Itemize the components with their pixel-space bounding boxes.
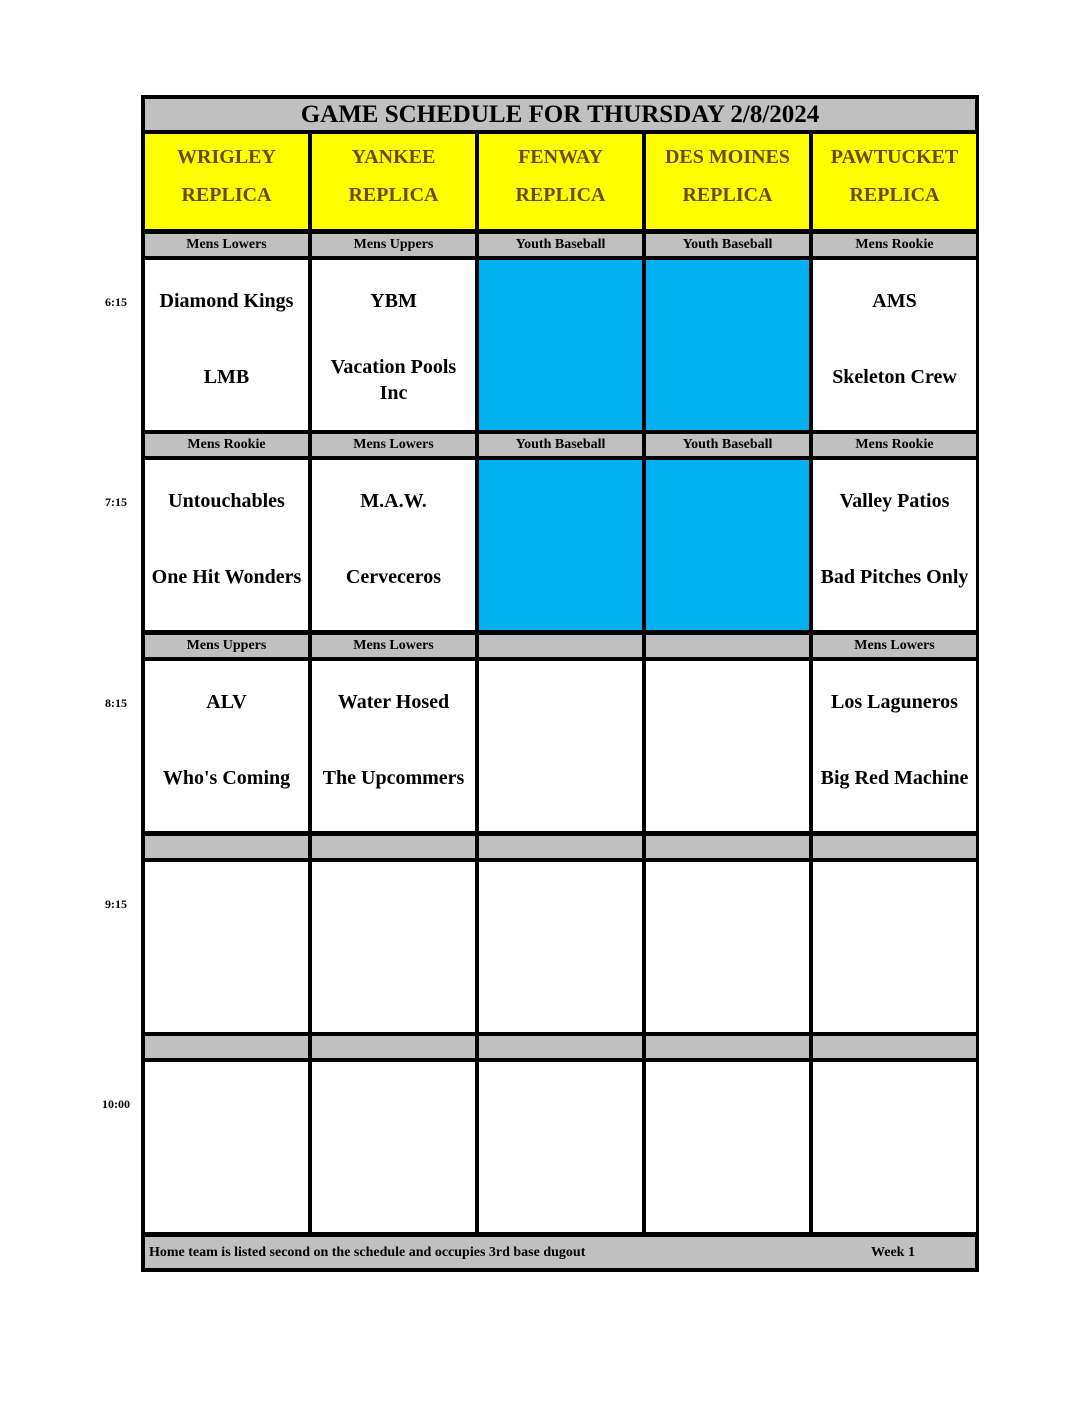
league-label: Mens Uppers xyxy=(312,234,475,256)
away-team: AMS xyxy=(872,290,917,312)
away-team: Diamond Kings xyxy=(159,290,294,312)
league-label: Mens Lowers xyxy=(312,635,475,657)
league-label: Youth Baseball xyxy=(646,434,809,456)
league-label xyxy=(479,836,642,858)
game-cell xyxy=(479,460,642,630)
game-cell xyxy=(145,260,308,430)
league-label xyxy=(813,836,976,858)
game-cell xyxy=(145,661,308,831)
field-suffix: REPLICA xyxy=(849,184,940,206)
home-team: Vacation Pools Inc xyxy=(330,356,457,404)
game-cell xyxy=(479,661,642,831)
game-cell xyxy=(813,661,976,831)
time-label: 8:15 xyxy=(105,696,127,710)
home-team: Big Red Machine xyxy=(820,767,969,789)
field-header-yankee xyxy=(312,134,475,229)
field-header-fenway xyxy=(479,134,642,229)
time-label: 9:15 xyxy=(105,897,127,911)
field-name: YANKEE xyxy=(351,146,436,168)
game-cell xyxy=(813,460,976,630)
game-cell xyxy=(312,460,475,630)
away-team: YBM xyxy=(370,290,417,312)
field-header-des-moines xyxy=(646,134,809,229)
league-label: Mens Lowers xyxy=(813,635,976,657)
home-team: Who's Coming xyxy=(162,767,291,789)
game-cell xyxy=(145,862,308,1032)
game-cell xyxy=(312,862,475,1032)
league-label xyxy=(312,1036,475,1058)
league-label xyxy=(646,635,809,657)
time-label: 7:15 xyxy=(105,495,127,509)
league-label: Youth Baseball xyxy=(479,234,642,256)
home-team: Cerveceros xyxy=(345,566,442,588)
league-label xyxy=(479,1036,642,1058)
league-label xyxy=(646,1036,809,1058)
time-label: 10:00 xyxy=(102,1097,130,1111)
time-label: 6:15 xyxy=(105,295,127,309)
game-cell xyxy=(813,862,976,1032)
game-cell xyxy=(646,661,809,831)
league-label xyxy=(479,635,642,657)
league-label: Mens Rookie xyxy=(813,434,976,456)
home-team: One Hit Wonders xyxy=(151,566,302,588)
game-cell xyxy=(646,1062,809,1232)
away-team: Los Laguneros xyxy=(831,691,958,713)
field-header-pawtucket xyxy=(813,134,976,229)
game-cell xyxy=(813,1062,976,1232)
schedule-table xyxy=(141,95,979,1272)
home-team: LMB xyxy=(203,366,250,388)
home-team: Bad Pitches Only xyxy=(820,566,969,588)
field-name: DES MOINES xyxy=(664,146,791,168)
game-cell xyxy=(479,862,642,1032)
field-name: WRIGLEY xyxy=(177,146,276,168)
league-label: Mens Lowers xyxy=(312,434,475,456)
game-cell xyxy=(479,1062,642,1232)
league-label xyxy=(145,1036,308,1058)
league-label: Youth Baseball xyxy=(646,234,809,256)
game-cell xyxy=(312,661,475,831)
week-label: Week 1 xyxy=(871,1244,915,1260)
game-cell xyxy=(646,260,809,430)
league-label: Mens Rookie xyxy=(145,434,308,456)
league-label: Mens Lowers xyxy=(145,234,308,256)
field-name: PAWTUCKET xyxy=(830,146,959,168)
game-cell xyxy=(479,260,642,430)
league-label xyxy=(145,836,308,858)
home-team: Skeleton Crew xyxy=(832,366,957,388)
field-name: FENWAY xyxy=(518,146,603,168)
league-label xyxy=(312,836,475,858)
footer-note: Home team is listed second on the schedule and occupies 3rd base dugout xyxy=(149,1244,586,1260)
field-header-wrigley xyxy=(145,134,308,229)
league-label: Youth Baseball xyxy=(479,434,642,456)
game-cell xyxy=(646,862,809,1032)
game-cell xyxy=(312,1062,475,1232)
home-team: The Upcommers xyxy=(322,767,465,789)
league-label: Mens Uppers xyxy=(145,635,308,657)
schedule-title: GAME SCHEDULE FOR THURSDAY 2/8/2024 xyxy=(145,99,975,130)
away-team: Water Hosed xyxy=(337,691,450,713)
game-cell xyxy=(145,460,308,630)
away-team: M.A.W. xyxy=(360,490,427,512)
league-label: Mens Rookie xyxy=(813,234,976,256)
away-team: ALV xyxy=(206,691,247,713)
league-label xyxy=(646,836,809,858)
game-cell xyxy=(145,1062,308,1232)
field-suffix: REPLICA xyxy=(515,184,606,206)
field-suffix: REPLICA xyxy=(181,184,272,206)
game-cell xyxy=(646,460,809,630)
field-suffix: REPLICA xyxy=(682,184,773,206)
field-suffix: REPLICA xyxy=(348,184,439,206)
away-team: Untouchables xyxy=(168,490,285,512)
footer-bar xyxy=(145,1237,975,1268)
game-cell xyxy=(813,260,976,430)
away-team: Valley Patios xyxy=(839,490,950,512)
game-cell xyxy=(312,260,475,430)
league-label xyxy=(813,1036,976,1058)
